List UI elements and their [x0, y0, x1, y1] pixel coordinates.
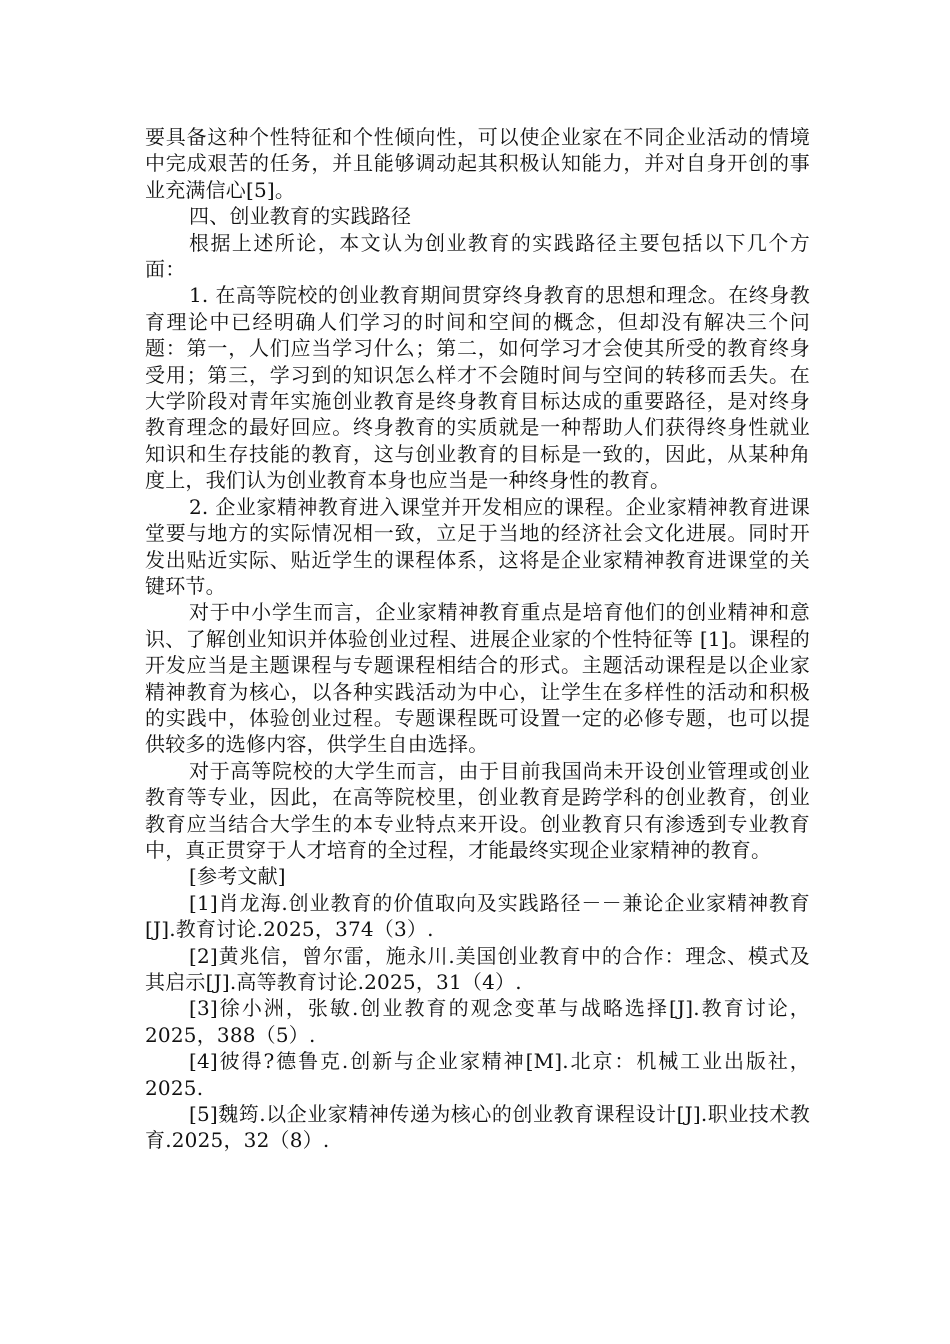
body-text	[145, 124, 810, 1154]
reference-item: [3]徐小洲，张敏.创业教育的观念变革与战略选择[J].教育讨论，2025，388（5）.	[145, 996, 810, 1047]
paragraph: 对于中小学生而言，企业家精神教育重点是培育他们的创业精神和意识、了解创业知识并体验创业过程、进展企业家的个性特征等 [1]。课程的开发应当是主题课程与专题课程相结合的形式。主题活动课程是以企业家精神教育为核心，以各种实践活动为中心，让学生在多样性的活动和积极的实践中，体验创业过程。专题课程既可设置一定的必修专题，也可以提供较多的选修内容，供学生自由选择。	[145, 600, 810, 757]
paragraph: 对于高等院校的大学生而言，由于目前我国尚未开设创业管理或创业教育等专业，因此，在高等院校里，创业教育是跨学科的创业教育，创业教育应当结合大学生的本专业特点来开设。创业教育只有渗透到专业教育中，真正贯穿于人才培育的全过程，才能最终实现企业家精神的教育。	[145, 758, 810, 862]
reference-item: [2]黄兆信，曾尔雷，施永川.美国创业教育中的合作：理念、模式及其启示[J].高等教育讨论.2025，31（4）.	[145, 943, 810, 994]
paragraph: 1. 在高等院校的创业教育期间贯穿终身教育的思想和理念。在终身教育理论中已经明确人们学习的时间和空间的概念，但却没有解决三个问题：第一，人们应当学习什么；第二，如何学习才会使其所受的教育终身受用；第三，学习到的知识怎么样才不会随时间与空间的转移而丢失。在大学阶段对青年实施创业教育是终身教育目标达成的重要路径，是对终身教育理念的最好回应。终身教育的实质就是一种帮助人们获得终身性就业知识和生存技能的教育，这与创业教育的目标是一致的，因此，从某种角度上，我们认为创业教育本身也应当是一种终身性的教育。	[145, 283, 810, 493]
reference-item: [5]魏筠.以企业家精神传递为核心的创业教育课程设计[J].职业技术教育.2025，32（8）.	[145, 1102, 810, 1153]
paragraph: 根据上述所论，本文认为创业教育的实践路径主要包括以下几个方面：	[145, 230, 810, 282]
reference-item: [4]彼得?德鲁克.创新与企业家精神[M].北京：机械工业出版社，2025.	[145, 1049, 810, 1100]
paragraph: 2. 企业家精神教育进入课堂并开发相应的课程。企业家精神教育进课堂要与地方的实际情况相一致，立足于当地的经济社会文化进展。同时开发出贴近实际、贴近学生的课程体系，这将是企业家精神教育进课堂的关键环节。	[145, 494, 810, 598]
reference-item: [1]肖龙海.创业教育的价值取向及实践路径－－兼论企业家精神教育[J].教育讨论.2025，374（3）.	[145, 890, 810, 942]
references-title: [参考文献]	[189, 864, 286, 889]
section-heading: 四、创业教育的实践路径	[189, 204, 412, 229]
paragraph: 要具备这种个性特征和个性倾向性，可以使企业家在不同企业活动的情境中完成艰苦的任务，并且能够调动起其积极认知能力，并对自身开创的事业充满信心[5]。	[145, 125, 810, 202]
